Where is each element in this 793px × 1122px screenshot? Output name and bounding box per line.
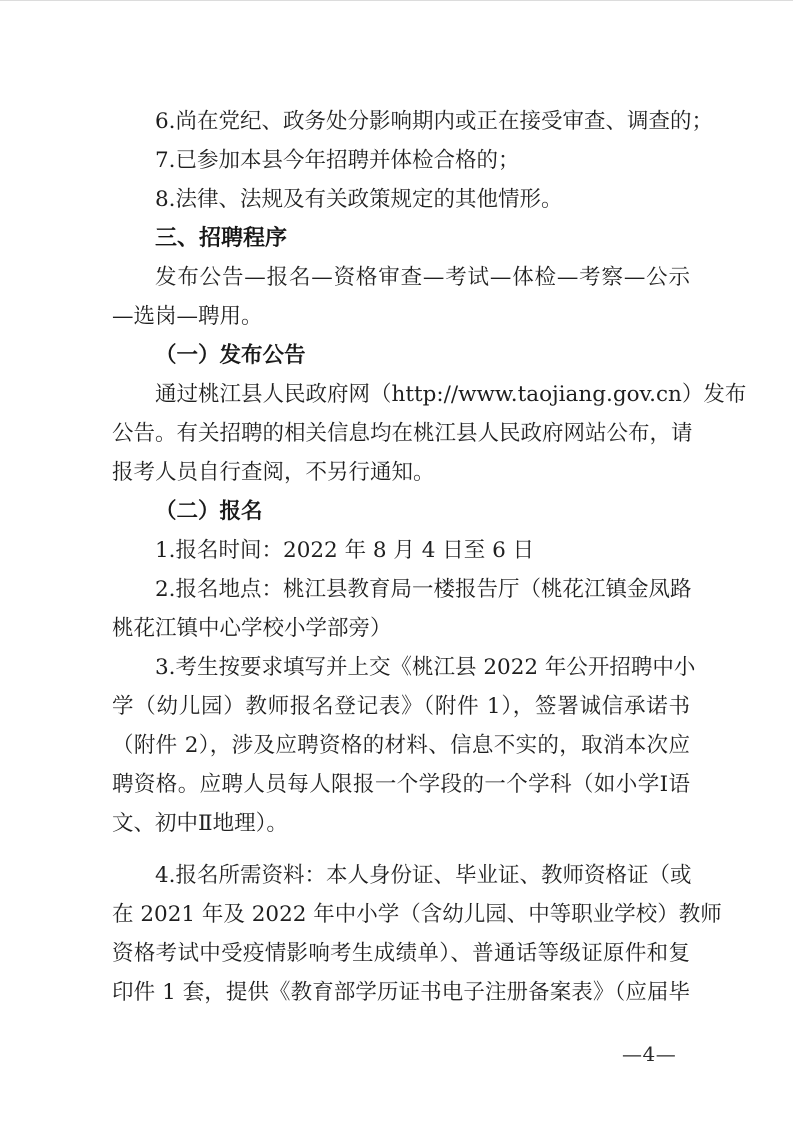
line-required-materials-3: 资格考试中受疫情影响考生成绩单）、普通话等级证原件和复 [112,941,690,966]
line-registration-form-1: 3.考生按要求填写并上交《桃江县 2022 年公开招聘中小 [155,655,696,680]
line-required-materials-4: 印件 1 套，提供《教育部学历证书电子注册备案表》（应届毕 [112,980,690,1005]
line-registration-form-3: （附件 2），涉及应聘资格的材料、信息不实的，取消本次应 [112,733,690,758]
line-disqualify-item-7: 7.已参加本县今年招聘并体检合格的； [155,148,520,173]
line-registration-form-5: 文、初中Ⅱ地理）。 [112,811,288,836]
line-disqualify-item-8: 8.法律、法规及有关政策规定的其他情形。 [155,187,563,212]
line-announcement-para-3: 报考人员自行查阅，不另行通知。 [112,460,435,485]
heading-section-recruitment-procedure: 三、招聘程序 [155,226,288,251]
document-body [112,102,747,1012]
heading-subsection-publish-announcement: （一）发布公告 [155,343,306,368]
line-required-materials-1: 4.报名所需资料：本人身份证、毕业证、教师资格证（或 [155,863,692,888]
line-registration-location-1: 2.报名地点：桃江县教育局一楼报告厅（桃花江镇金凤路 [155,577,692,602]
line-registration-location-2: 桃花江镇中心学校小学部旁） [112,616,392,641]
line-registration-time: 1.报名时间：2022 年 8 月 4 日至 6 日 [155,538,535,563]
line-registration-form-4: 聘资格。应聘人员每人限报一个学段的一个学科（如小学Ⅰ语 [112,772,690,797]
line-announcement-para-1: 通过桃江县人民政府网（http://www.taojiang.gov.cn）发布 [155,382,747,407]
heading-subsection-registration: （二）报名 [155,499,263,524]
line-disqualify-item-6: 6.尚在党纪、政务处分影响期内或正在接受审查、调查的； [155,109,714,134]
line-registration-form-2: 学（幼儿园）教师报名登记表》（附件 1），签署诚信承诺书 [112,694,690,719]
line-required-materials-2: 在 2021 年及 2022 年中小学（含幼儿园、中等职业学校）教师 [112,902,722,927]
line-procedure-flow-2: —选岗—聘用。 [112,304,263,329]
line-announcement-para-2: 公告。有关招聘的相关信息均在桃江县人民政府网站公布，请 [112,421,693,446]
page-top-edge [0,0,793,1]
line-procedure-flow-1: 发布公告—报名—资格审查—考试—体检—考察—公示 [155,265,690,290]
page-number: —4— [622,1042,677,1066]
